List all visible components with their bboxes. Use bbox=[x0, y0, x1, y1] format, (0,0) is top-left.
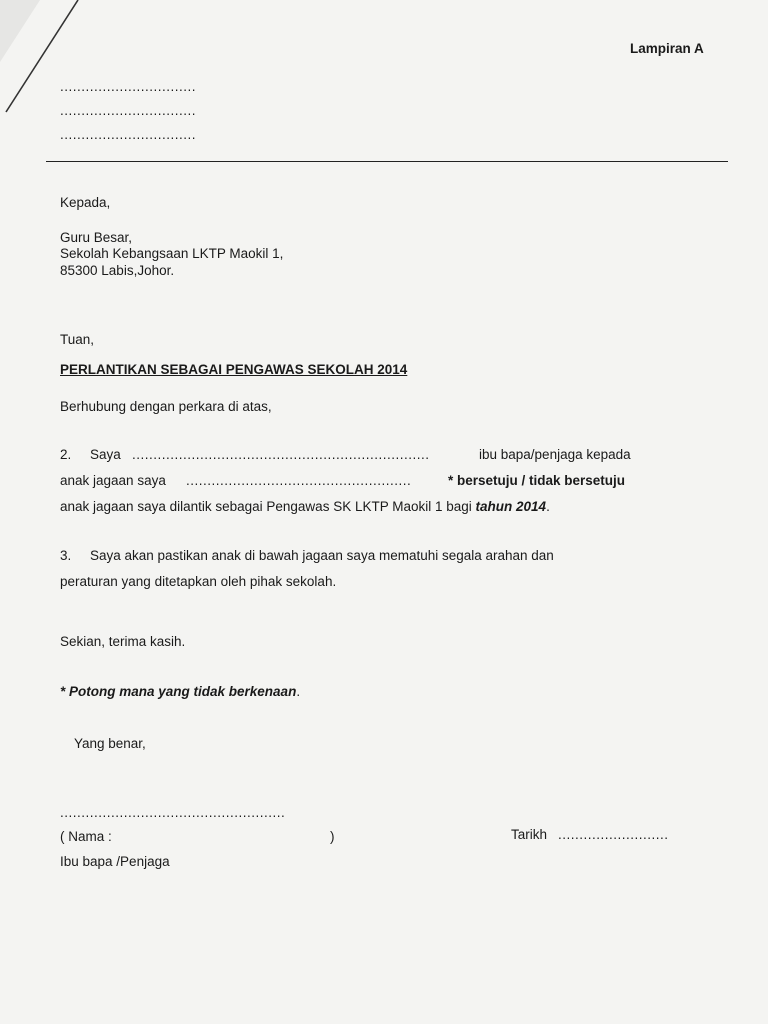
recipient-line-1: Guru Besar, bbox=[60, 230, 133, 245]
yang-benar: Yang benar, bbox=[74, 736, 146, 751]
attachment-label: Lampiran A bbox=[630, 41, 704, 56]
name-label-open: ( Nama : bbox=[60, 829, 112, 844]
sender-line-3: ................................ bbox=[60, 127, 197, 142]
header-divider bbox=[46, 161, 728, 162]
para3-number: 3. bbox=[60, 548, 72, 563]
date-blank: .......................... bbox=[558, 827, 669, 842]
salutation: Tuan, bbox=[60, 332, 95, 347]
recipient-line-2: Sekolah Kebangsaan LKTP Maokil 1, bbox=[60, 246, 284, 261]
recipient-heading: Kepada, bbox=[60, 195, 111, 210]
para3-line1: Saya akan pastikan anak di bawah jagaan saya mematuhi segala arahan dan bbox=[90, 548, 554, 563]
name-label-close: ) bbox=[330, 829, 335, 844]
signature-line: ..................................................... bbox=[60, 805, 286, 820]
recipient-line-3: 85300 Labis,Johor. bbox=[60, 263, 175, 278]
letter-subject: PERLANTIKAN SEBAGAI PENGAWAS SEKOLAH 2014 bbox=[60, 362, 408, 377]
sender-line-2: ................................ bbox=[60, 103, 197, 118]
para2-line3-text: anak jagaan saya dilantik sebagai Pengawas SK LKTP Maokil 1 bagi bbox=[60, 499, 472, 514]
para2-number: 2. bbox=[60, 447, 72, 462]
footnote-period: . bbox=[296, 684, 301, 699]
para2-line3 bbox=[60, 498, 550, 515]
date-label: Tarikh bbox=[511, 827, 548, 842]
para2-period: . bbox=[546, 499, 550, 514]
signer-role: Ibu bapa /Penjaga bbox=[60, 854, 170, 869]
para2-child-blank: ..................................................... bbox=[186, 473, 412, 488]
para2-year: tahun 2014 bbox=[475, 499, 547, 514]
para2-name-blank: ...................................................................... bbox=[132, 447, 430, 462]
closing-text: Sekian, terima kasih. bbox=[60, 634, 186, 649]
para2-saya: Saya bbox=[90, 447, 121, 462]
sender-line-1: ................................ bbox=[60, 79, 197, 94]
footnote-text: * Potong mana yang tidak berkenaan bbox=[60, 684, 297, 699]
footnote bbox=[60, 683, 300, 700]
para2-consent-choice: * bersetuju / tidak bersetuju bbox=[448, 473, 626, 488]
para2-anak-jagaan: anak jagaan saya bbox=[60, 473, 166, 488]
para2-ibubapa: ibu bapa/penjaga kepada bbox=[479, 447, 631, 462]
para3-line2: peraturan yang ditetapkan oleh pihak sekolah. bbox=[60, 574, 337, 589]
intro-text: Berhubung dengan perkara di atas, bbox=[60, 399, 272, 414]
